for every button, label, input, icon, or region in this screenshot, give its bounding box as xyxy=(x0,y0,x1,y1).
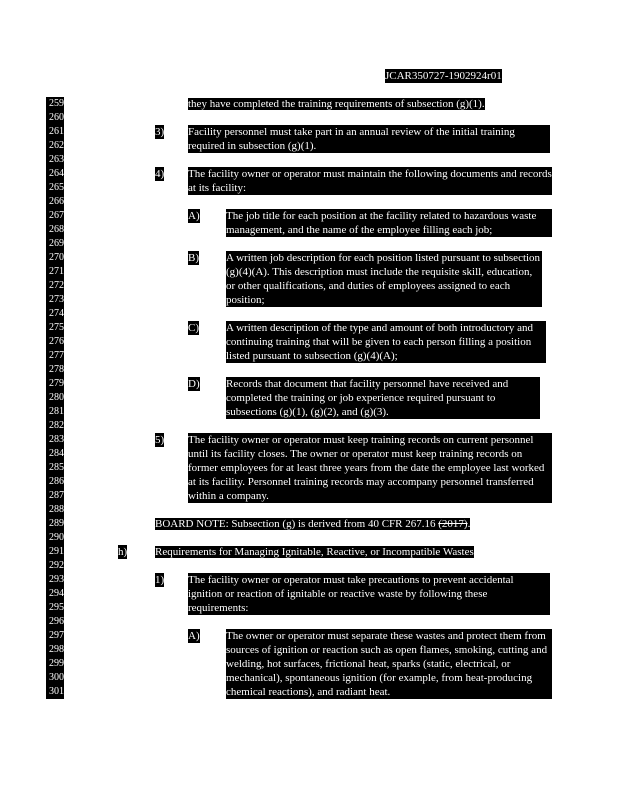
line-number: 272 xyxy=(46,279,64,293)
line-number: 281 xyxy=(46,405,64,419)
line-number: 267 xyxy=(46,209,64,223)
line-number: 289 xyxy=(46,517,64,531)
paragraph-continuation xyxy=(188,97,518,111)
item-marker-h1A: A) xyxy=(188,630,200,642)
line-number: 290 xyxy=(46,531,64,545)
paragraph-item-h1: The facility owner or operator must take precautions to prevent accidental ignition or reaction of ignitable or reactive waste by following these requirements: xyxy=(188,573,550,615)
section-heading-text: Requirements for Managing Ignitable, Reactive, or Incompatible Wastes xyxy=(155,546,474,558)
paragraph-item-3: Facility personnel must take part in an annual review of the initial training required in subsection (g)(1). xyxy=(188,125,550,153)
line-number: 292 xyxy=(46,559,64,573)
line-number: 280 xyxy=(46,391,64,405)
line-number: 271 xyxy=(46,265,64,279)
line-number: 293 xyxy=(46,573,64,587)
line-number: 288 xyxy=(46,503,64,517)
paragraph-item-4A: The job title for each position at the facility related to hazardous waste management, and the name of the employee filling each job; xyxy=(226,209,552,237)
item-marker-4D: D) xyxy=(188,378,200,390)
line-number: 299 xyxy=(46,657,64,671)
line-number: 283 xyxy=(46,433,64,447)
line-number: 262 xyxy=(46,139,64,153)
line-number: 297 xyxy=(46,629,64,643)
line-number: 278 xyxy=(46,363,64,377)
paragraph-item-h1A: The owner or operator must separate these wastes and protect them from sources of ignition or reaction such as open flames, smoking, cutting and welding, hot surfaces, frictional heat, sparks (static, electrical, or mechanical), spontaneous ignition (for example, from heat-producing chemical reactions), and radiant heat. xyxy=(226,629,552,699)
item-marker-5: 5) xyxy=(155,434,165,446)
paragraph-item-4: The facility owner or operator must maintain the following documents and records at its facility: xyxy=(188,168,552,194)
item-marker-h1: 1) xyxy=(155,574,165,586)
item-marker-3: 3) xyxy=(155,126,165,138)
document-id: JCAR350727-1902924r01 xyxy=(385,70,502,82)
item-marker-4C: C) xyxy=(188,322,199,334)
line-number: 298 xyxy=(46,643,64,657)
line-number: 296 xyxy=(46,615,64,629)
paragraph-item-5: The facility owner or operator must keep training records on current personnel until its facility closes. The owner or operator must keep training records on former employees for at least three years from the date the employee last worked at its facility. Personnel training records may accompany personnel transferred within a company. xyxy=(188,433,552,503)
line-number-column xyxy=(46,97,64,699)
line-number: 295 xyxy=(46,601,64,615)
line-number: 259 xyxy=(46,97,64,111)
item-marker-4A: A) xyxy=(188,210,200,222)
line-number: 261 xyxy=(46,125,64,139)
line-number: 294 xyxy=(46,587,64,601)
line-number: 291 xyxy=(46,545,64,559)
line-number: 276 xyxy=(46,335,64,349)
line-number: 275 xyxy=(46,321,64,335)
line-number: 260 xyxy=(46,111,64,125)
line-number: 277 xyxy=(46,349,64,363)
line-number: 300 xyxy=(46,671,64,685)
paragraph-item-4D: Records that document that facility personnel have received and completed the training or job experience required pursuant to subsections (g)(1), (g)(2), and (g)(3). xyxy=(226,377,540,419)
line-number: 266 xyxy=(46,195,64,209)
paragraph-item-4C: A written description of the type and amount of both introductory and continuing training that will be given to each person filling a position listed pursuant to subsection (g)(4)(A); xyxy=(226,321,546,363)
line-number: 286 xyxy=(46,475,64,489)
board-note xyxy=(155,517,535,531)
line-number: 265 xyxy=(46,181,64,195)
line-number: 284 xyxy=(46,447,64,461)
board-note-struck-year: (2017) xyxy=(438,518,468,530)
item-marker-4: 4) xyxy=(155,168,165,180)
line-number: 287 xyxy=(46,489,64,503)
line-number: 264 xyxy=(46,167,64,181)
line-number: 274 xyxy=(46,307,64,321)
line-number: 270 xyxy=(46,251,64,265)
paragraph-item-4B: A written job description for each position listed pursuant to subsection (g)(4)(A). This description must include the requisite skill, education, or other qualifications, and duties of employees assigned to each position; xyxy=(226,252,541,306)
line-number: 285 xyxy=(46,461,64,475)
line-number: 282 xyxy=(46,419,64,433)
line-number: 269 xyxy=(46,237,64,251)
line-number: 279 xyxy=(46,377,64,391)
line-number: 301 xyxy=(46,685,64,699)
line-number: 268 xyxy=(46,223,64,237)
line-number: 263 xyxy=(46,153,64,167)
board-note-period: . xyxy=(467,518,471,530)
line-number: 273 xyxy=(46,293,64,307)
item-marker-4B: B) xyxy=(188,252,199,264)
paragraph-text: they have completed the training requirements of subsection (g)(1). xyxy=(188,98,485,110)
board-note-text: BOARD NOTE: Subsection (g) is derived from 40 CFR 267.16 xyxy=(155,518,439,530)
section-marker-h: h) xyxy=(118,546,128,558)
section-heading-h xyxy=(155,545,555,559)
